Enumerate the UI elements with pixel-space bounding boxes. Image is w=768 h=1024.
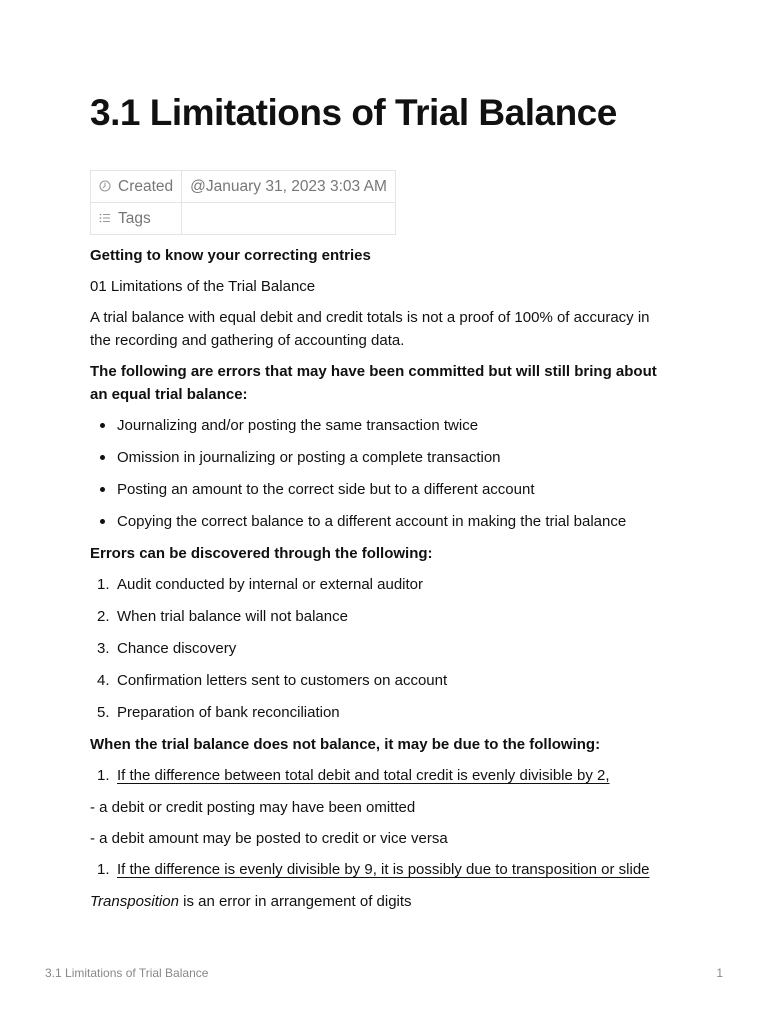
list-icon <box>99 212 111 224</box>
list-item <box>90 510 670 533</box>
list-item-text: Preparation of bank reconciliation <box>117 704 340 721</box>
list-item-text: When trial balance will not balance <box>117 608 348 625</box>
transposition-term: Transposition <box>90 893 179 910</box>
document-content <box>90 244 670 921</box>
transposition-definition <box>90 890 670 913</box>
list-item <box>90 573 670 596</box>
list-item-text: Posting an amount to the correct side but to a different account <box>117 481 535 498</box>
list-item <box>90 637 670 660</box>
list-item-text: Copying the correct balance to a different account in making the trial balance <box>117 513 627 530</box>
list-item <box>90 478 670 501</box>
bullet-icon <box>100 455 105 460</box>
property-key-label: Created <box>118 177 174 195</box>
list-number: 3. <box>97 640 110 657</box>
property-key-label: Tags <box>118 209 151 227</box>
list-item-text: Chance discovery <box>117 640 237 657</box>
list-item-text: Omission in journalizing or posting a complete transaction <box>117 449 501 466</box>
section-title: 01 Limitations of the Trial Balance <box>90 278 316 295</box>
bullet-icon <box>100 423 105 428</box>
bullet-icon <box>100 519 105 524</box>
list-item <box>90 701 670 724</box>
intro-heading: Getting to know your correcting entries <box>90 247 371 264</box>
property-row-created <box>91 171 396 203</box>
imbalance-note: - a debit or credit posting may have been omitted <box>90 799 416 816</box>
errors-heading: The following are errors that may have been committed but will still bring about an equal trial balance: <box>90 363 657 403</box>
transposition-rest: is an error in arrangement of digits <box>178 893 412 910</box>
property-row-tags <box>91 203 396 235</box>
list-number: 2. <box>97 608 110 625</box>
imbalance-list-2 <box>90 858 670 881</box>
bullet-icon <box>100 487 105 492</box>
list-item-text: Confirmation letters sent to customers on account <box>117 672 448 689</box>
list-item <box>90 669 670 692</box>
list-item <box>90 414 670 437</box>
properties-table <box>90 170 396 235</box>
imbalance-list-1 <box>90 764 670 787</box>
errors-list <box>90 414 670 533</box>
list-item-text: Audit conducted by internal or external auditor <box>117 576 424 593</box>
list-number: 5. <box>97 704 110 721</box>
intro-paragraph: A trial balance with equal debit and credit totals is not a proof of 100% of accuracy in the recording and gathering of accounting data. <box>90 309 650 349</box>
list-number: 1. <box>97 767 110 784</box>
page-number: 1 <box>716 966 723 980</box>
list-item <box>90 858 670 881</box>
imbalance-note: - a debit amount may be posted to credit or vice versa <box>90 830 448 847</box>
list-item <box>90 446 670 469</box>
list-item-text: Journalizing and/or posting the same transaction twice <box>117 417 479 434</box>
clock-icon <box>99 180 111 192</box>
list-number: 4. <box>97 672 110 689</box>
list-number: 1. <box>97 861 110 878</box>
list-item <box>90 605 670 628</box>
list-item-text: If the difference between total debit and total credit is evenly divisible by 2, <box>117 767 610 784</box>
imbalance-heading: When the trial balance does not balance, it may be due to the following: <box>90 736 601 753</box>
property-value-tags <box>182 203 396 235</box>
list-item <box>90 764 670 787</box>
property-value-created: @January 31, 2023 3:03 AM <box>182 171 396 203</box>
list-number: 1. <box>97 576 110 593</box>
discovery-list <box>90 573 670 724</box>
footer-title: 3.1 Limitations of Trial Balance <box>45 966 209 980</box>
property-key-tags <box>91 203 182 235</box>
list-item-text: If the difference is evenly divisible by 9, it is possibly due to transposition or slide <box>117 861 650 878</box>
property-key-created <box>91 171 182 203</box>
discovery-heading: Errors can be discovered through the following: <box>90 545 433 562</box>
page-title: 3.1 Limitations of Trial Balance <box>90 92 617 133</box>
